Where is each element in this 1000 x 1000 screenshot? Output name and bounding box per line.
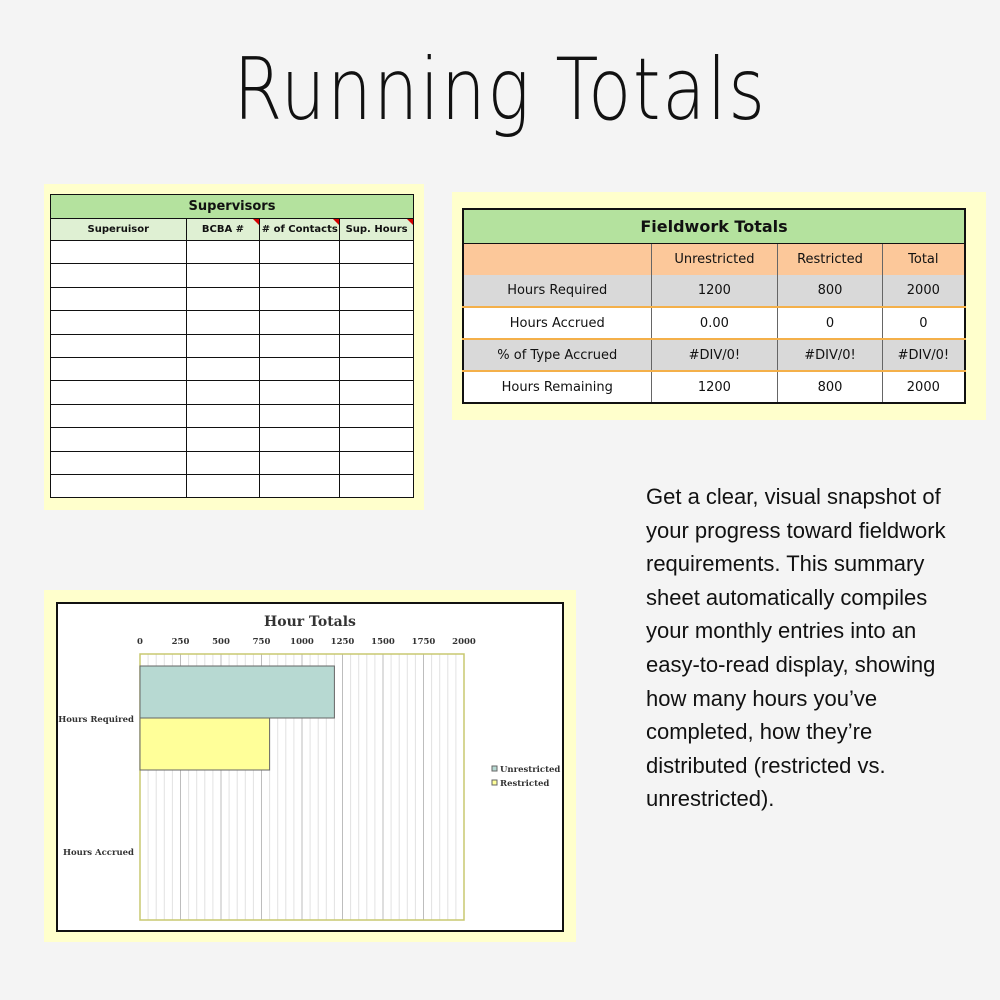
- row-label: Hours Accrued: [463, 307, 651, 339]
- chart-svg: [58, 604, 562, 930]
- cell-unrestricted: 0.00: [651, 307, 778, 339]
- supervisor-row: [51, 428, 414, 451]
- supervisor-cell[interactable]: [260, 451, 340, 474]
- y-category-label: Hours Accrued: [62, 848, 134, 858]
- row-label: Hours Required: [463, 275, 651, 307]
- supervisor-cell[interactable]: [51, 381, 187, 404]
- row-label: Hours Remaining: [463, 371, 651, 403]
- col-total: Total: [882, 243, 965, 275]
- row-hours-required: [463, 275, 965, 307]
- x-tick-label: 250: [171, 637, 190, 647]
- cell-total: #DIV/0!: [882, 339, 965, 371]
- cell-total: 2000: [882, 371, 965, 403]
- x-tick-label: 0: [137, 637, 143, 647]
- row-percent-accrued: [463, 339, 965, 371]
- supervisor-row: [51, 404, 414, 427]
- supervisor-cell[interactable]: [340, 287, 414, 310]
- supervisor-cell[interactable]: [51, 287, 187, 310]
- supervisor-cell[interactable]: [186, 287, 260, 310]
- legend-swatch: [492, 766, 497, 771]
- supervisor-cell[interactable]: [186, 451, 260, 474]
- bar-restricted-hours-required: [140, 718, 270, 770]
- supervisor-cell[interactable]: [340, 241, 414, 264]
- supervisor-cell[interactable]: [51, 241, 187, 264]
- legend-label: Unrestricted: [500, 765, 561, 775]
- x-tick-label: 1250: [330, 637, 355, 647]
- supervisor-cell[interactable]: [51, 311, 187, 334]
- supervisor-cell[interactable]: [260, 287, 340, 310]
- fieldwork-totals-table: [462, 208, 966, 404]
- cell-unrestricted: 1200: [651, 371, 778, 403]
- supervisor-cell[interactable]: [51, 474, 187, 497]
- supervisor-cell[interactable]: [340, 404, 414, 427]
- supervisor-cell[interactable]: [340, 334, 414, 357]
- supervisor-row: [51, 334, 414, 357]
- supervisor-row: [51, 451, 414, 474]
- cell-restricted: #DIV/0!: [778, 339, 882, 371]
- x-tick-label: 1750: [411, 637, 436, 647]
- supervisor-cell[interactable]: [51, 451, 187, 474]
- col-contacts: # of Contacts: [260, 219, 340, 241]
- supervisor-cell[interactable]: [260, 381, 340, 404]
- supervisor-cell[interactable]: [186, 428, 260, 451]
- supervisor-cell[interactable]: [186, 334, 260, 357]
- x-tick-label: 1500: [371, 637, 395, 647]
- supervisor-cell[interactable]: [260, 241, 340, 264]
- supervisor-cell[interactable]: [260, 334, 340, 357]
- supervisor-cell[interactable]: [51, 264, 187, 287]
- supervisors-body: [51, 241, 414, 498]
- supervisor-cell[interactable]: [260, 357, 340, 380]
- supervisor-row: [51, 241, 414, 264]
- supervisor-cell[interactable]: [260, 474, 340, 497]
- supervisor-cell[interactable]: [186, 404, 260, 427]
- supervisor-row: [51, 264, 414, 287]
- cell-restricted: 800: [778, 371, 882, 403]
- supervisor-cell[interactable]: [51, 357, 187, 380]
- supervisor-cell[interactable]: [186, 241, 260, 264]
- col-sup-hours: Sup. Hours: [340, 219, 414, 241]
- cell-unrestricted: #DIV/0!: [651, 339, 778, 371]
- supervisor-cell[interactable]: [340, 357, 414, 380]
- col-restricted: Restricted: [778, 243, 882, 275]
- supervisor-cell[interactable]: [186, 311, 260, 334]
- hour-totals-chart-card: [44, 590, 576, 942]
- x-tick-label: 1000: [290, 637, 314, 647]
- hour-totals-chart: [56, 602, 564, 932]
- supervisor-cell[interactable]: [186, 474, 260, 497]
- supervisor-cell[interactable]: [260, 428, 340, 451]
- supervisor-row: [51, 311, 414, 334]
- cell-restricted: 800: [778, 275, 882, 307]
- page-title: Running Totals: [233, 40, 767, 140]
- col-supervisor: Superuisor: [51, 219, 187, 241]
- legend-label: Restricted: [500, 779, 550, 789]
- x-tick-label: 750: [252, 637, 271, 647]
- supervisor-cell[interactable]: [186, 357, 260, 380]
- chart-title: Hour Totals: [264, 614, 356, 630]
- col-bcba: BCBA #: [186, 219, 260, 241]
- x-tick-label: 2000: [452, 637, 476, 647]
- row-label: % of Type Accrued: [463, 339, 651, 371]
- supervisor-cell[interactable]: [260, 311, 340, 334]
- supervisor-cell[interactable]: [340, 264, 414, 287]
- supervisor-cell[interactable]: [51, 334, 187, 357]
- supervisors-sheet: [44, 184, 424, 510]
- description-text: Get a clear, visual snapshot of your progress toward fieldwork requirements. This summary sheet automatically compiles your monthly entries into an easy-to-read display, showing how many hours you’ve completed, how they’re distributed (restricted vs. unrestricted).: [646, 484, 946, 812]
- supervisor-cell[interactable]: [340, 428, 414, 451]
- supervisor-cell[interactable]: [340, 474, 414, 497]
- x-tick-label: 500: [212, 637, 230, 647]
- supervisor-cell[interactable]: [51, 428, 187, 451]
- legend-swatch: [492, 780, 497, 785]
- row-hours-accrued: [463, 307, 965, 339]
- cell-unrestricted: 1200: [651, 275, 778, 307]
- supervisor-row: [51, 381, 414, 404]
- cell-total: 2000: [882, 275, 965, 307]
- y-category-label: Hours Required: [58, 715, 134, 725]
- supervisors-table: [50, 194, 414, 498]
- supervisor-row: [51, 474, 414, 497]
- bar-unrestricted-hours-required: [140, 666, 334, 718]
- row-hours-remaining: [463, 371, 965, 403]
- col-blank: [463, 243, 651, 275]
- supervisors-heading: Supervisors: [51, 195, 414, 219]
- cell-total: 0: [882, 307, 965, 339]
- supervisor-cell[interactable]: [340, 381, 414, 404]
- fieldwork-heading: Fieldwork Totals: [463, 209, 965, 243]
- supervisor-cell[interactable]: [186, 381, 260, 404]
- supervisor-cell[interactable]: [260, 404, 340, 427]
- cell-restricted: 0: [778, 307, 882, 339]
- fieldwork-totals-sheet: [452, 192, 986, 420]
- supervisor-cell[interactable]: [260, 264, 340, 287]
- supervisor-cell[interactable]: [186, 264, 260, 287]
- supervisor-row: [51, 357, 414, 380]
- supervisor-cell[interactable]: [340, 451, 414, 474]
- supervisor-cell[interactable]: [51, 404, 187, 427]
- supervisor-cell[interactable]: [340, 311, 414, 334]
- supervisor-row: [51, 287, 414, 310]
- col-unrestricted: Unrestricted: [651, 243, 778, 275]
